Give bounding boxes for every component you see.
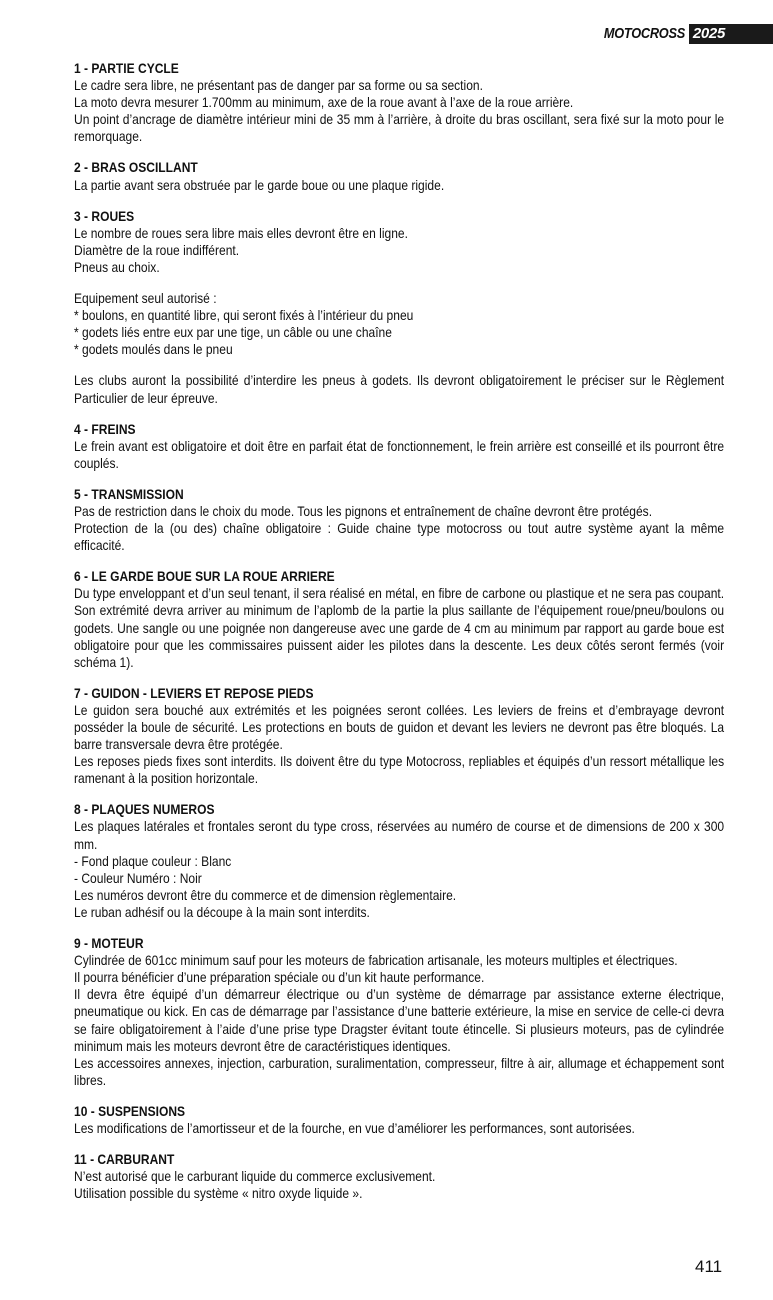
section-paragraph: Les plaques latérales et frontales seront du type cross, réservées au numéro de course et de dimensions de 200 x 300 mm. — [74, 818, 725, 852]
section-title: 5 - TRANSMISSION — [74, 485, 184, 502]
section-paragraph: Les modifications de l’amortisseur et de la fourche, en vue d’améliorer les performances, sont autorisées. — [74, 1119, 635, 1136]
section — [74, 935, 724, 1089]
section-paragraph: Les clubs auront la possibilité d’interdire les pneus à godets. Ils devront obligatoirement le préciser sur le Règlement Particulier de leur épreuve. — [74, 372, 725, 406]
section-paragraph: Le cadre sera libre, ne présentant pas de danger par sa forme ou sa section. — [74, 77, 483, 94]
section — [74, 685, 724, 788]
section-paragraph: Les numéros devront être du commerce et de dimension règlementaire. — [74, 886, 457, 903]
header-brand: MOTOCROSS — [604, 25, 686, 42]
section-paragraph: * godets moulés dans le pneu — [74, 341, 233, 358]
section-paragraph: - Fond plaque couleur : Blanc — [74, 852, 232, 869]
section-paragraph: N’est autorisé que le carburant liquide du commerce exclusivement. — [74, 1168, 436, 1185]
section-paragraph: Protection de la (ou des) chaîne obligatoire : Guide chaine type motocross ou tout autre système ayant la même efficacité. — [74, 520, 725, 554]
paragraph-gap — [74, 276, 724, 290]
section — [74, 60, 724, 145]
section — [74, 486, 724, 554]
section-title: 6 - LE GARDE BOUE SUR LA ROUE ARRIERE — [74, 568, 335, 585]
section-paragraph: La moto devra mesurer 1.700mm au minimum, axe de la roue avant à l’axe de la roue arrière. — [74, 94, 574, 111]
section-title: 10 - SUSPENSIONS — [74, 1102, 186, 1119]
section-paragraph: Le frein avant est obligatoire et doit être en parfait état de fonctionnement, le frein arrière est conseillé et ils pourront être couplés. — [74, 437, 725, 471]
section-paragraph: Un point d’ancrage de diamètre intérieur mini de 35 mm à l’arrière, à droite du bras oscillant, sera fixé sur la moto pour le remorquage. — [74, 111, 725, 145]
section-title: 4 - FREINS — [74, 420, 136, 437]
section-paragraph: La partie avant sera obstruée par le garde boue ou une plaque rigide. — [74, 176, 445, 193]
section-paragraph: Pneus au choix. — [74, 258, 160, 275]
section-title: 3 - ROUES — [74, 207, 135, 224]
section — [74, 1103, 724, 1137]
section-title: 7 - GUIDON - LEVIERS ET REPOSE PIEDS — [74, 684, 314, 701]
section-paragraph: Les accessoires annexes, injection, carburation, suralimentation, compresseur, filtre à air, allumage et échappement sont libres. — [74, 1054, 725, 1088]
regulation-body — [74, 60, 724, 1216]
section-paragraph: Il pourra bénéficier d’une préparation spéciale ou d’un kit haute performance. — [74, 969, 485, 986]
page-header — [589, 24, 773, 44]
section-paragraph: - Couleur Numéro : Noir — [74, 869, 202, 886]
section-paragraph: Du type enveloppant et d’un seul tenant, il sera réalisé en métal, en fibre de carbone ou plastique et ne sera pas coupant. Son extrémité devra arriver au minimum de l’aplomb de la partie la plus saillante de l’équipement roue/pneu/boulons ou godets. Une sangle ou une poignée non dangereuse avec une garde de 4 cm au minimum par rapport au garde boue est obligatoire pour que les commissaires puissent aider les pilotes dans la descente. Les deux côtés seront fermés (voir schéma 1). — [74, 585, 725, 670]
section-title: 2 - BRAS OSCILLANT — [74, 159, 198, 176]
section-title: 8 - PLAQUES NUMEROS — [74, 801, 215, 818]
section-paragraph: Utilisation possible du système « nitro oxyde liquide ». — [74, 1185, 363, 1202]
section-paragraph: Le ruban adhésif ou la découpe à la main sont interdits. — [74, 903, 370, 920]
section-paragraph: Le nombre de roues sera libre mais elles devront être en ligne. — [74, 224, 408, 241]
section-paragraph: Les reposes pieds fixes sont interdits. Ils doivent être du type Motocross, repliables et équipés d’un ressort métallique les ramenant à la position horizontale. — [74, 753, 725, 787]
section — [74, 568, 724, 671]
section — [74, 801, 724, 921]
section-paragraph: Cylindrée de 601cc minimum sauf pour les moteurs de fabrication artisanale, les moteurs multiples et électriques. — [74, 952, 678, 969]
section-title: 1 - PARTIE CYCLE — [74, 60, 179, 76]
section — [74, 159, 724, 193]
section — [74, 1151, 724, 1202]
section-paragraph: Diamètre de la roue indifférent. — [74, 241, 240, 258]
section — [74, 421, 724, 472]
section — [74, 208, 724, 407]
paragraph-gap — [74, 358, 724, 372]
section-paragraph: Il devra être équipé d’un démarreur électrique ou d’un système de démarrage par assistance externe électrique, pneumatique ou kick. En cas de démarrage par l’assistance d’une batterie extérieure, la mise en service de celle-ci devra se faire obligatoirement à l’aide d’une prise type Dragster évitant toute étincelle. Si plusieurs moteurs, pas de cylindrée minimum mais les moteurs devront être de caractéristiques identiques. — [74, 986, 725, 1054]
section-paragraph: * boulons, en quantité libre, qui seront fixés à l’intérieur du pneu — [74, 307, 414, 324]
section-paragraph: Le guidon sera bouché aux extrémités et les poignées seront collées. Les leviers de freins et d’embrayage devront posséder la boule de sécurité. Les protections en bouts de guidon et devant les leviers ne devront pas être bloqués. La barre transversale devra être protégée. — [74, 701, 725, 753]
section-title: 9 - MOTEUR — [74, 935, 144, 952]
section-paragraph: Equipement seul autorisé : — [74, 290, 217, 307]
section-paragraph: * godets liés entre eux par une tige, un câble ou une chaîne — [74, 324, 392, 341]
section-paragraph: Pas de restriction dans le choix du mode. Tous les pignons et entraînement de chaîne devront être protégés. — [74, 502, 653, 519]
page-number: 411 — [695, 1257, 723, 1276]
header-year: 2025 — [689, 24, 773, 44]
section-title: 11 - CARBURANT — [74, 1151, 175, 1168]
